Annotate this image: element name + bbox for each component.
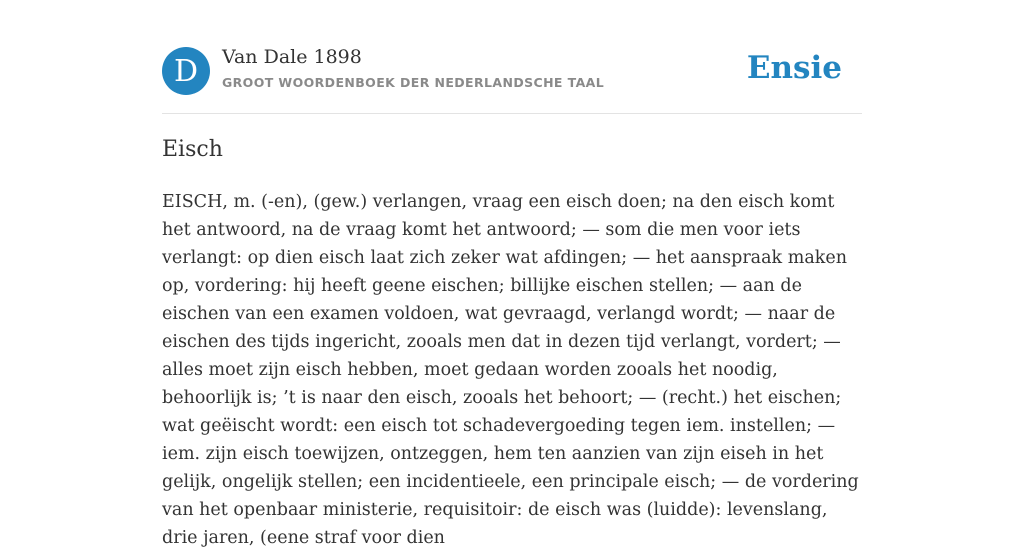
entry-definition: EISCH, m. (-en), (gew.) verlangen, vraag een eisch doen; na den eisch komt het antwoord, na de vraag komt het antwoord; — som die men voor iets verlangt: op dien eisch laat zich zeker wat afdingen; — het aanspraak maken op, vordering: hij heeft geene eischen; billijke eischen stellen; — aan de eischen van een examen voldoen, wat gevraagd, verlangd wordt; — naar de eischen des tijds ingericht, zooals men dat in dezen tijd verlangt, vordert; — alles moet zijn eisch hebben, moet gedaan worden zooals het noodig, behoorlijk is; ’t is naar den eisch, zooals het behoort; — (recht.) het eischen; wat geëischt wordt: een eisch tot schadevergoeding tegen iem. instellen; — iem. zijn eisch toewijzen, ontzeggen, hem ten aanzien van zijn eiseh in het gelijk, ongelijk stellen; een incidentieele, een principale eisch; — de vordering van het openbaar ministerie, requisitoir: de eisch was (luidde): levenslang, drie jaren, (eene straf voor dien [162,192,859,548]
entry-card [162,0,862,548]
dictionary-avatar[interactable]: D [162,47,210,95]
dictionary-subtitle: GROOT WOORDENBOEK DER NEDERLANDSCHE TAAL [222,75,605,90]
ensie-logo[interactable]: Ensie [746,50,842,86]
header-divider [162,113,862,114]
dictionary-header [162,46,862,96]
entry-headword: Eisch [162,137,223,162]
dictionary-title[interactable]: Van Dale 1898 [222,46,362,68]
